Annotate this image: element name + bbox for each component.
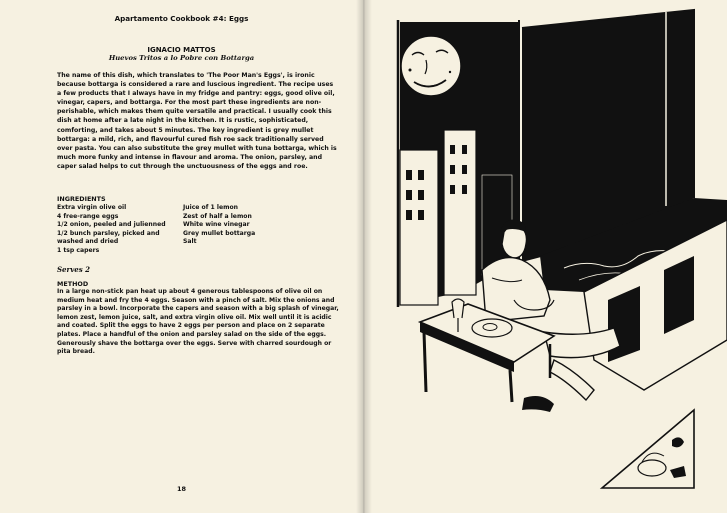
ingredient-item: Zest of half a lemon: [183, 212, 252, 220]
ingredients-list-left: [57, 204, 166, 256]
ingredient-item: Juice of 1 lemon: [183, 204, 238, 211]
wine-glass-icon: [452, 299, 464, 318]
ingredient-item: 1/2 bunch parsley, picked and: [57, 229, 160, 237]
page-number: 18: [176, 485, 187, 493]
serves-label: Serves 2: [57, 265, 90, 274]
ingredient-item: Salt: [183, 238, 197, 246]
running-header: Apartamento Cookbook #4: Eggs: [114, 14, 249, 23]
page-gutter: [356, 0, 372, 513]
ingredient-item: Extra virgin olive oil: [57, 204, 127, 211]
ingredients-heading: INGREDIENTS: [57, 195, 106, 203]
method-heading: METHOD: [57, 280, 89, 288]
intro-paragraph: The name of this dish, which translates to 'The Poor Man's Eggs', is ironic because bottarga is considered a rare and luscious ingredient. The recipe uses a few products that I always have in my fridge and pantry: eggs, good olive oil, vinegar, capers, and bottarga. For the most part these ingredients are non-perishable, which makes them quite versatile and practical. I usually cook this dish at home after a late night in the kitchen. It is rustic, sophisticated, comforting, and takes about 5 minutes. The key ingredient is grey mullet bottarga: a mild, rich, and flavourful cured fish roe sack traditionally served over pasta. You can also substitute the grey mullet with tuna bottarga, which is much more funky and intense in flavour and aroma. The onion, parsley, and caper salad helps to cut through the unctuousness of the eggs and roe.: [57, 72, 337, 170]
ingredient-item: washed and dried: [57, 238, 119, 246]
ingredient-item: 4 free-range eggs: [57, 212, 119, 220]
ingredient-item: White wine vinegar: [183, 221, 250, 229]
corner-inset-illustration: [602, 410, 694, 488]
ingredient-item: 1 tsp capers: [57, 246, 100, 254]
chef-name: IGNACIO MATTOS: [147, 46, 216, 54]
ingredient-item: 1/2 onion, peeled and julienned: [57, 221, 166, 229]
right-page: [364, 0, 727, 513]
ingredients-list-right: [183, 204, 255, 247]
moon-face-icon: [401, 36, 461, 96]
illustration: [364, 0, 727, 513]
left-page: [0, 0, 363, 513]
ingredient-item: Grey mullet bottarga: [183, 229, 256, 237]
dish-title: Huevos Tritos a lo Pobre con Bottarga: [108, 54, 255, 62]
method-paragraph: In a large non-stick pan heat up about 4 generous tablespoons of olive oil on medium heat and fry the 4 eggs. Season with a pinch of salt. Mix the onions and parsley in a bowl. Incorporate the capers and season with a big splash of vinegar, lemon zest, lemon juice, salt, and extra virgin olive oil. Mix well until it is acidic and coated. Split the eggs to have 2 eggs per person and place on 2 separate plates. Place a handful of the onion and parsley salad on the side of the eggs. Generously shave the bottarga over the eggs. Serve with charred sourdough or pita bread.: [57, 288, 339, 356]
